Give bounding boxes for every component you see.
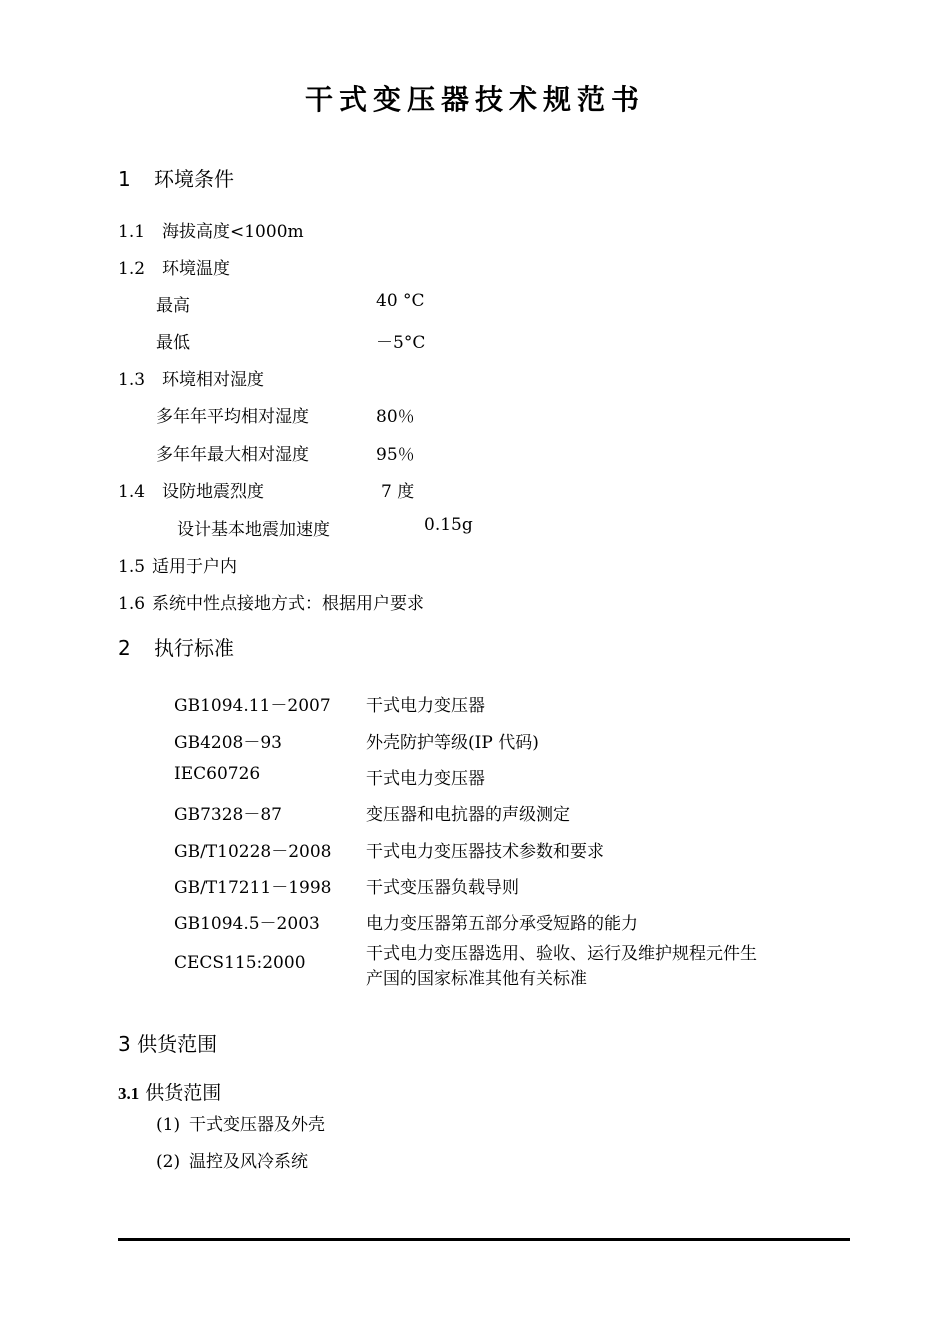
list-item bbox=[118, 217, 304, 242]
standard-desc: 干式电力变压器技术参数和要求 bbox=[366, 842, 604, 862]
standard-code: IEC60726 bbox=[174, 764, 261, 784]
item-number: 1.3 bbox=[118, 370, 146, 390]
list-item bbox=[156, 1147, 308, 1172]
standard-desc-continued: 产国的国家标准其他有关标准 bbox=[366, 969, 587, 989]
section-heading bbox=[118, 632, 234, 661]
item-number: 1.4 bbox=[118, 482, 146, 502]
list-item bbox=[118, 365, 264, 390]
standard-code: GB1094.11－2007 bbox=[174, 696, 331, 716]
standard-desc: 变压器和电抗器的声级测定 bbox=[366, 805, 570, 825]
item-text: 适用于户内 bbox=[152, 557, 237, 577]
item-label: 最低 bbox=[156, 333, 190, 353]
list-item bbox=[118, 552, 237, 577]
list-item bbox=[118, 589, 424, 614]
item-text: 系统中性点接地方式：根据用户要求 bbox=[152, 594, 424, 614]
item-number: 1.1 bbox=[118, 222, 146, 242]
standard-desc: 电力变压器第五部分承受短路的能力 bbox=[366, 914, 638, 934]
item-value: 40 °C bbox=[376, 291, 425, 311]
item-text: 温控及风冷系统 bbox=[189, 1152, 308, 1172]
section-number: 1 bbox=[118, 167, 131, 191]
item-value: －5°C bbox=[376, 333, 426, 353]
standard-desc: 干式变压器负载导则 bbox=[366, 878, 519, 898]
footer-divider bbox=[118, 1238, 850, 1241]
list-item bbox=[156, 1110, 325, 1135]
section-title: 执行标准 bbox=[154, 636, 234, 660]
subsection-title: 供货范围 bbox=[145, 1082, 222, 1104]
section-title: 环境条件 bbox=[154, 167, 234, 191]
item-text: 环境相对湿度 bbox=[162, 370, 264, 390]
item-text: 干式变压器及外壳 bbox=[189, 1115, 325, 1135]
item-value: 80％ bbox=[376, 407, 415, 427]
standard-code: GB7328－87 bbox=[174, 805, 282, 825]
item-number: (1) bbox=[156, 1115, 181, 1135]
item-label: 最高 bbox=[156, 296, 190, 316]
standard-desc: 干式电力变压器选用、验收、运行及维护规程元件生 bbox=[366, 944, 757, 964]
item-value: 95％ bbox=[376, 445, 415, 465]
item-number: 1.6 bbox=[118, 594, 146, 614]
section-heading: 3 供货范围 bbox=[118, 1032, 218, 1056]
item-text: 设防地震烈度 bbox=[162, 482, 264, 502]
subsection-heading bbox=[118, 1078, 221, 1105]
standard-desc: 干式电力变压器 bbox=[366, 696, 485, 716]
item-text: 海拔高度<1000m bbox=[162, 222, 304, 242]
document-title: 干式变压器技术规范书 bbox=[304, 83, 645, 116]
list-item bbox=[118, 254, 230, 279]
item-label: 多年年平均相对湿度 bbox=[156, 407, 309, 427]
item-text: 环境温度 bbox=[162, 259, 230, 279]
list-item bbox=[118, 477, 264, 502]
item-number: 1.2 bbox=[118, 259, 146, 279]
standard-code: GB1094.5－2003 bbox=[174, 914, 320, 934]
item-number: (2) bbox=[156, 1152, 181, 1172]
standard-code: GB/T10228－2008 bbox=[174, 842, 332, 862]
item-number: 1.5 bbox=[118, 557, 146, 577]
standard-code: GB4208－93 bbox=[174, 733, 282, 753]
subsection-number: 3.1 bbox=[118, 1084, 140, 1103]
section-heading bbox=[118, 163, 234, 192]
standard-desc: 干式电力变压器 bbox=[366, 769, 485, 789]
item-label: 设计基本地震加速度 bbox=[177, 520, 330, 540]
standard-code: CECS115:2000 bbox=[174, 953, 306, 973]
standard-code: GB/T17211－1998 bbox=[174, 878, 332, 898]
item-label: 多年年最大相对湿度 bbox=[156, 445, 309, 465]
standard-desc: 外壳防护等级(IP 代码) bbox=[366, 733, 539, 753]
item-value: 0.15g bbox=[424, 515, 473, 535]
section-number: 2 bbox=[118, 636, 131, 660]
item-value: 7 度 bbox=[381, 482, 415, 502]
